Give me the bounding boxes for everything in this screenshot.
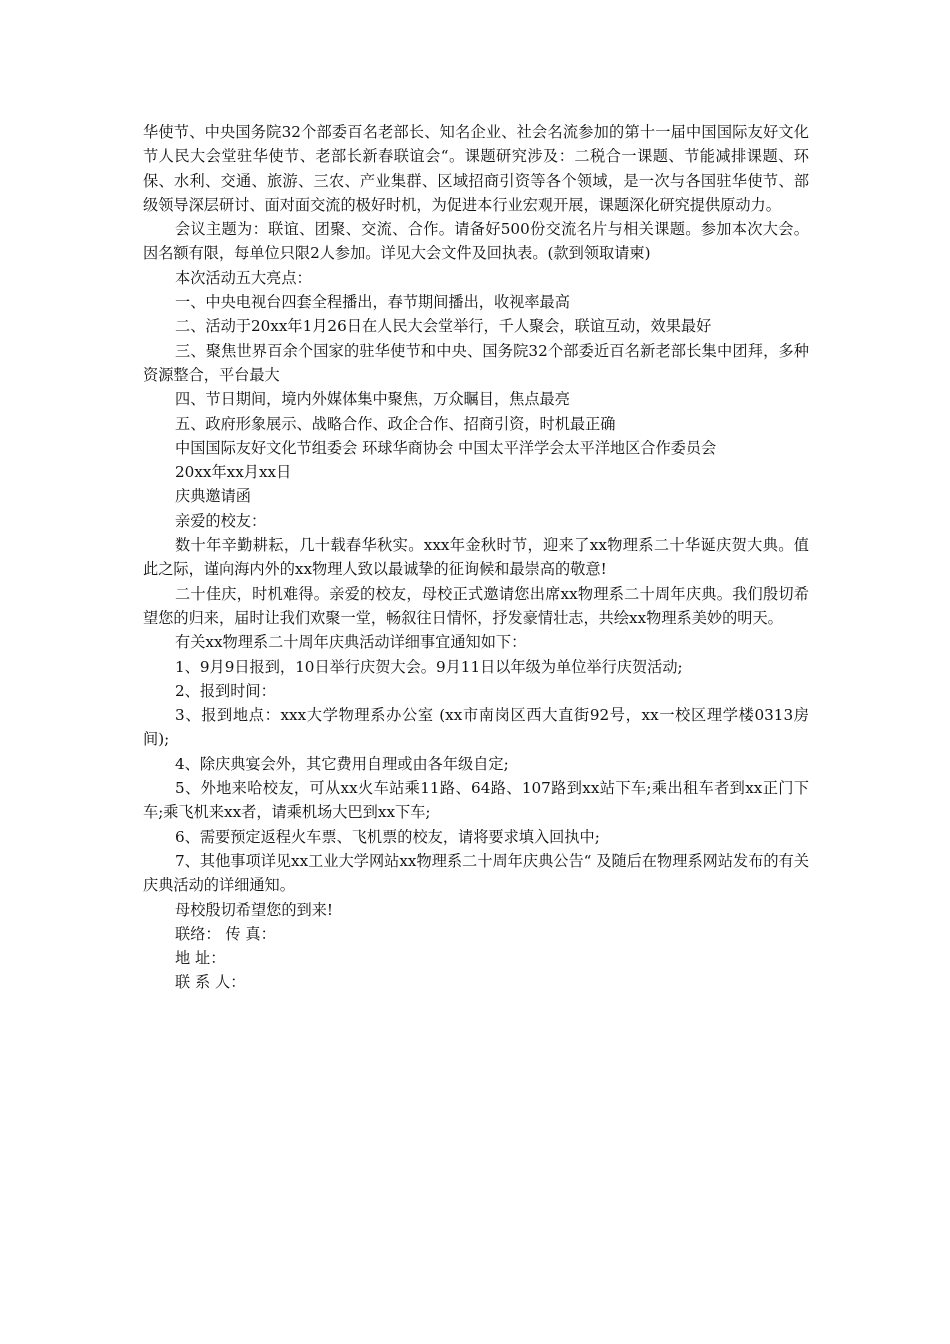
highlight-item-1: 一、中央电视台四套全程播出，春节期间播出，收视率最高 <box>175 293 570 312</box>
paragraph-invitation: 二十佳庆，时机难得。亲爱的校友，母校正式邀请您出席xx物理系二十周年庆典。我们殷切希望您的归来，届时让我们欢聚一堂，畅叙往日情怀，抒发豪情壮志，共绘xx物理系美妙的明天。 <box>143 584 809 627</box>
highlight-item-2: 二、活动于20xx年1月26日在人民大会堂举行，千人聚会，联谊互动，效果最好 <box>175 317 712 336</box>
paragraph-notice-heading: 有关xx物理系二十周年庆典活动详细事宜通知如下： <box>175 633 527 652</box>
closing-line: 母校殷切希望您的到来! <box>175 900 333 919</box>
document-body <box>143 120 809 995</box>
notice-item-6: 6、需要预定返程火车票、飞机票的校友，请将要求填入回执中; <box>175 827 600 846</box>
notice-item-4: 4、除庆典宴会外，其它费用自理或由各年级自定; <box>175 754 509 773</box>
contact-phone-fax: 联络： 传 真： <box>175 924 276 943</box>
notice-item-7: 7、其他事项详见xx工业大学网站xx物理系二十周年庆典公告“ 及随后在物理系网站发布的有关庆典活动的详细通知。 <box>143 851 809 895</box>
invitation-title: 庆典邀请函 <box>175 487 251 506</box>
paragraph-highlights-heading: 本次活动五大亮点： <box>175 268 312 287</box>
notice-item-5: 5、外地来哈校友，可从xx火车站乘11路、64路、107路到xx站下车;乘出租车者到xx正门下车;乘飞机来xx者，请乘机场大巴到xx下车; <box>143 779 809 822</box>
contact-person: 联 系 人： <box>175 973 246 992</box>
highlight-item-4: 四、节日期间，境内外媒体集中聚焦，万众瞩目，焦点最亮 <box>175 390 570 409</box>
highlight-item-3: 三、聚焦世界百余个国家的驻华使节和中央、国务院32个部委近百名新老部长集中团拜，多种资源整合，平台最大 <box>143 341 809 384</box>
date-line: 20xx年xx月xx日 <box>175 463 292 482</box>
highlight-item-5: 五、政府形象展示、战略合作、政企合作、招商引资，时机最正确 <box>175 414 616 433</box>
paragraph-event-description: 华使节、中央国务院32个部委百名老部长、知名企业、社会名流参加的第十一届中国国际友好文化节人民大会堂驻华使节、老部长新春联谊会“。课题研究涉及：二税合一课题、节能减排课题、环保、水利、交通、旅游、三农、产业集群、区域招商引资等各个领域，是一次与各国驻华使节、部级领导深层研讨、面对面交流的极好时机，为促进本行业宏观开展，课题深化研究提供原动力。 <box>143 123 809 214</box>
salutation: 亲爱的校友： <box>175 511 267 530</box>
notice-item-2: 2、报到时间： <box>175 681 276 700</box>
paragraph-meeting-theme: 会议主题为：联谊、团聚、交流、合作。请备好500份交流名片与相关课题。参加本次大会。因名额有限，每单位只限2人参加。详见大会文件及回执表。(款到领取请柬) <box>143 220 809 263</box>
contact-address: 地 址： <box>175 949 226 968</box>
organizers-line: 中国国际友好文化节组委会 环球华商协会 中国太平洋学会太平洋地区合作委员会 <box>175 438 717 457</box>
paragraph-greeting: 数十年辛勤耕耘，几十载春华秋实。xxx年金秋时节，迎来了xx物理系二十华诞庆贺大典。值此之际，谨向海内外的xx物理人致以最诚挚的征询候和最崇高的敬意! <box>143 536 809 579</box>
notice-item-3: 3、报到地点：xxx大学物理系办公室 (xx市南岗区西大直街92号，xx一校区理学楼0313房间); <box>143 706 809 749</box>
notice-item-1: 1、9月9日报到，10日举行庆贺大会。9月11日以年级为单位举行庆贺活动; <box>175 657 683 676</box>
